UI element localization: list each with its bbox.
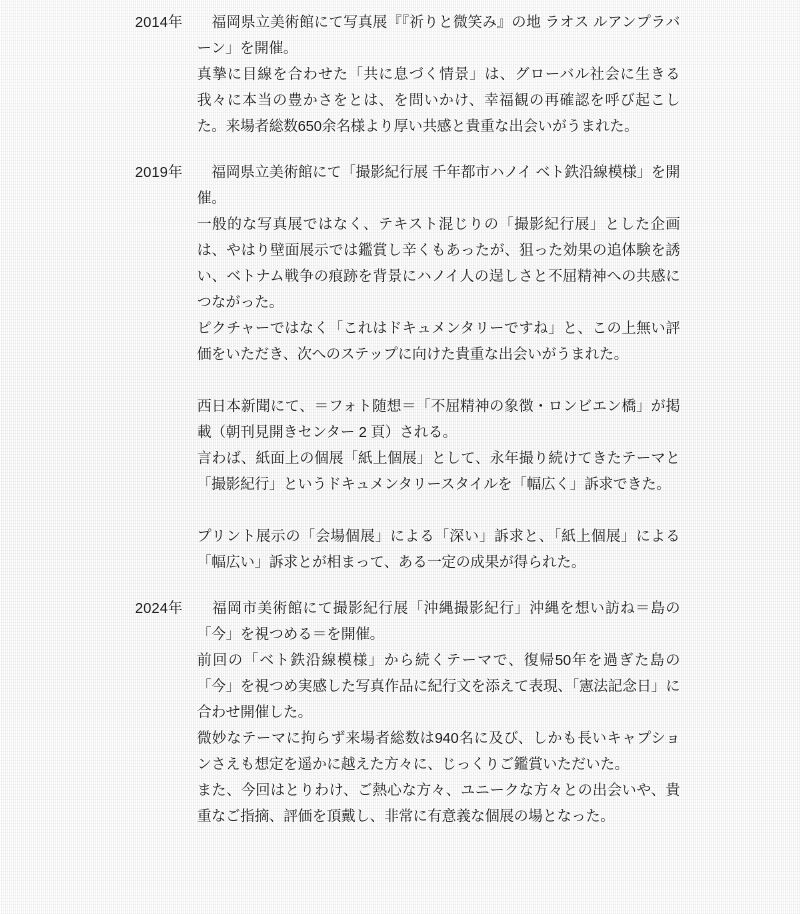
entry-paragraph: 福岡市美術館にて撮影紀行展「沖縄撮影紀行」沖縄を想い訪ね＝島の「今」を視つめる＝を開催。 [197,601,680,643]
entry-year: 2019年 [135,165,183,181]
history-entry-2024 [135,596,680,830]
entry-row [135,10,680,140]
entry-paragraph: また、今回はとりわけ、ご熱心な方々、ユニークな方々との出会いや、貴重なご指摘、評価を頂戴し、非常に有意義な個展の場となった。 [197,783,680,825]
paragraph-spacer [197,498,680,524]
entry-body [197,160,680,576]
entry-paragraph: 福岡県立美術館にて「撮影紀行展 千年都市ハノイ ベト鉄沿線模様」を開催。 [197,165,680,207]
entry-row [135,160,680,576]
entry-paragraph: 一般的な写真展ではなく、テキスト混じりの「撮影紀行展」とした企画は、やはり壁面展示では鑑賞し辛くもあったが、狙った効果の追体験を誘い、ベトナム戦争の痕跡を背景にハノイ人の逞しさと不屈精神への共感につながった。 [197,217,680,311]
entry-paragraph: 福岡県立美術館にて写真展『『祈りと微笑み』の地 ラオス ルアンプラバーン」を開催。 [197,15,680,57]
entry-paragraph: 真摯に目線を合わせた「共に息づく情景」は、グローバル社会に生きる我々に本当の豊かさをとは、を問いかけ、幸福観の再確認を呼び起こした。来場者総数650余名様より厚い共感と貴重な出会いがうまれた。 [197,67,680,135]
entry-body [197,10,680,140]
entry-paragraph: プリント展示の「会場個展」による「深い」訴求と、「紙上個展」による「幅広い」訴求とが相まって、ある一定の成果が得られた。 [197,529,680,571]
entry-paragraph: 微妙なテーマに拘らず来場者総数は940名に及び、しかも長いキャプションさえも想定を遥かに越えた方々に、じっくりご鑑賞いただいた。 [197,731,680,773]
entry-year: 2024年 [135,601,183,617]
entry-row [135,596,680,830]
entry-year: 2014年 [135,15,183,31]
paragraph-spacer [197,368,680,394]
entry-paragraph: ピクチャーではなく「これはドキュメンタリーですね」と、この上無い評価をいただき、次へのステップに向けた貴重な出会いがうまれた。 [197,321,680,363]
entry-body [197,596,680,830]
entry-paragraph: 西日本新聞にて、＝フォト随想＝「不屈精神の象徴・ロンビエン橋」が掲載（朝刊見開きセンター 2 頁）される。 [197,399,680,441]
entry-paragraph: 前回の「ベト鉄沿線模様」から続くテーマで、復帰50年を過ぎた島の「今」を視つめ実感した写真作品に紀行文を添えて表現、「憲法記念日」に合わせ開催した。 [197,653,680,721]
history-entry-2019 [135,160,680,576]
entry-paragraph: 言わば、紙面上の個展「紙上個展」として、永年撮り続けてきたテーマと「撮影紀行」というドキュメンタリースタイルを「幅広く」訴求できた。 [197,451,680,493]
history-entry-2014 [135,10,680,140]
